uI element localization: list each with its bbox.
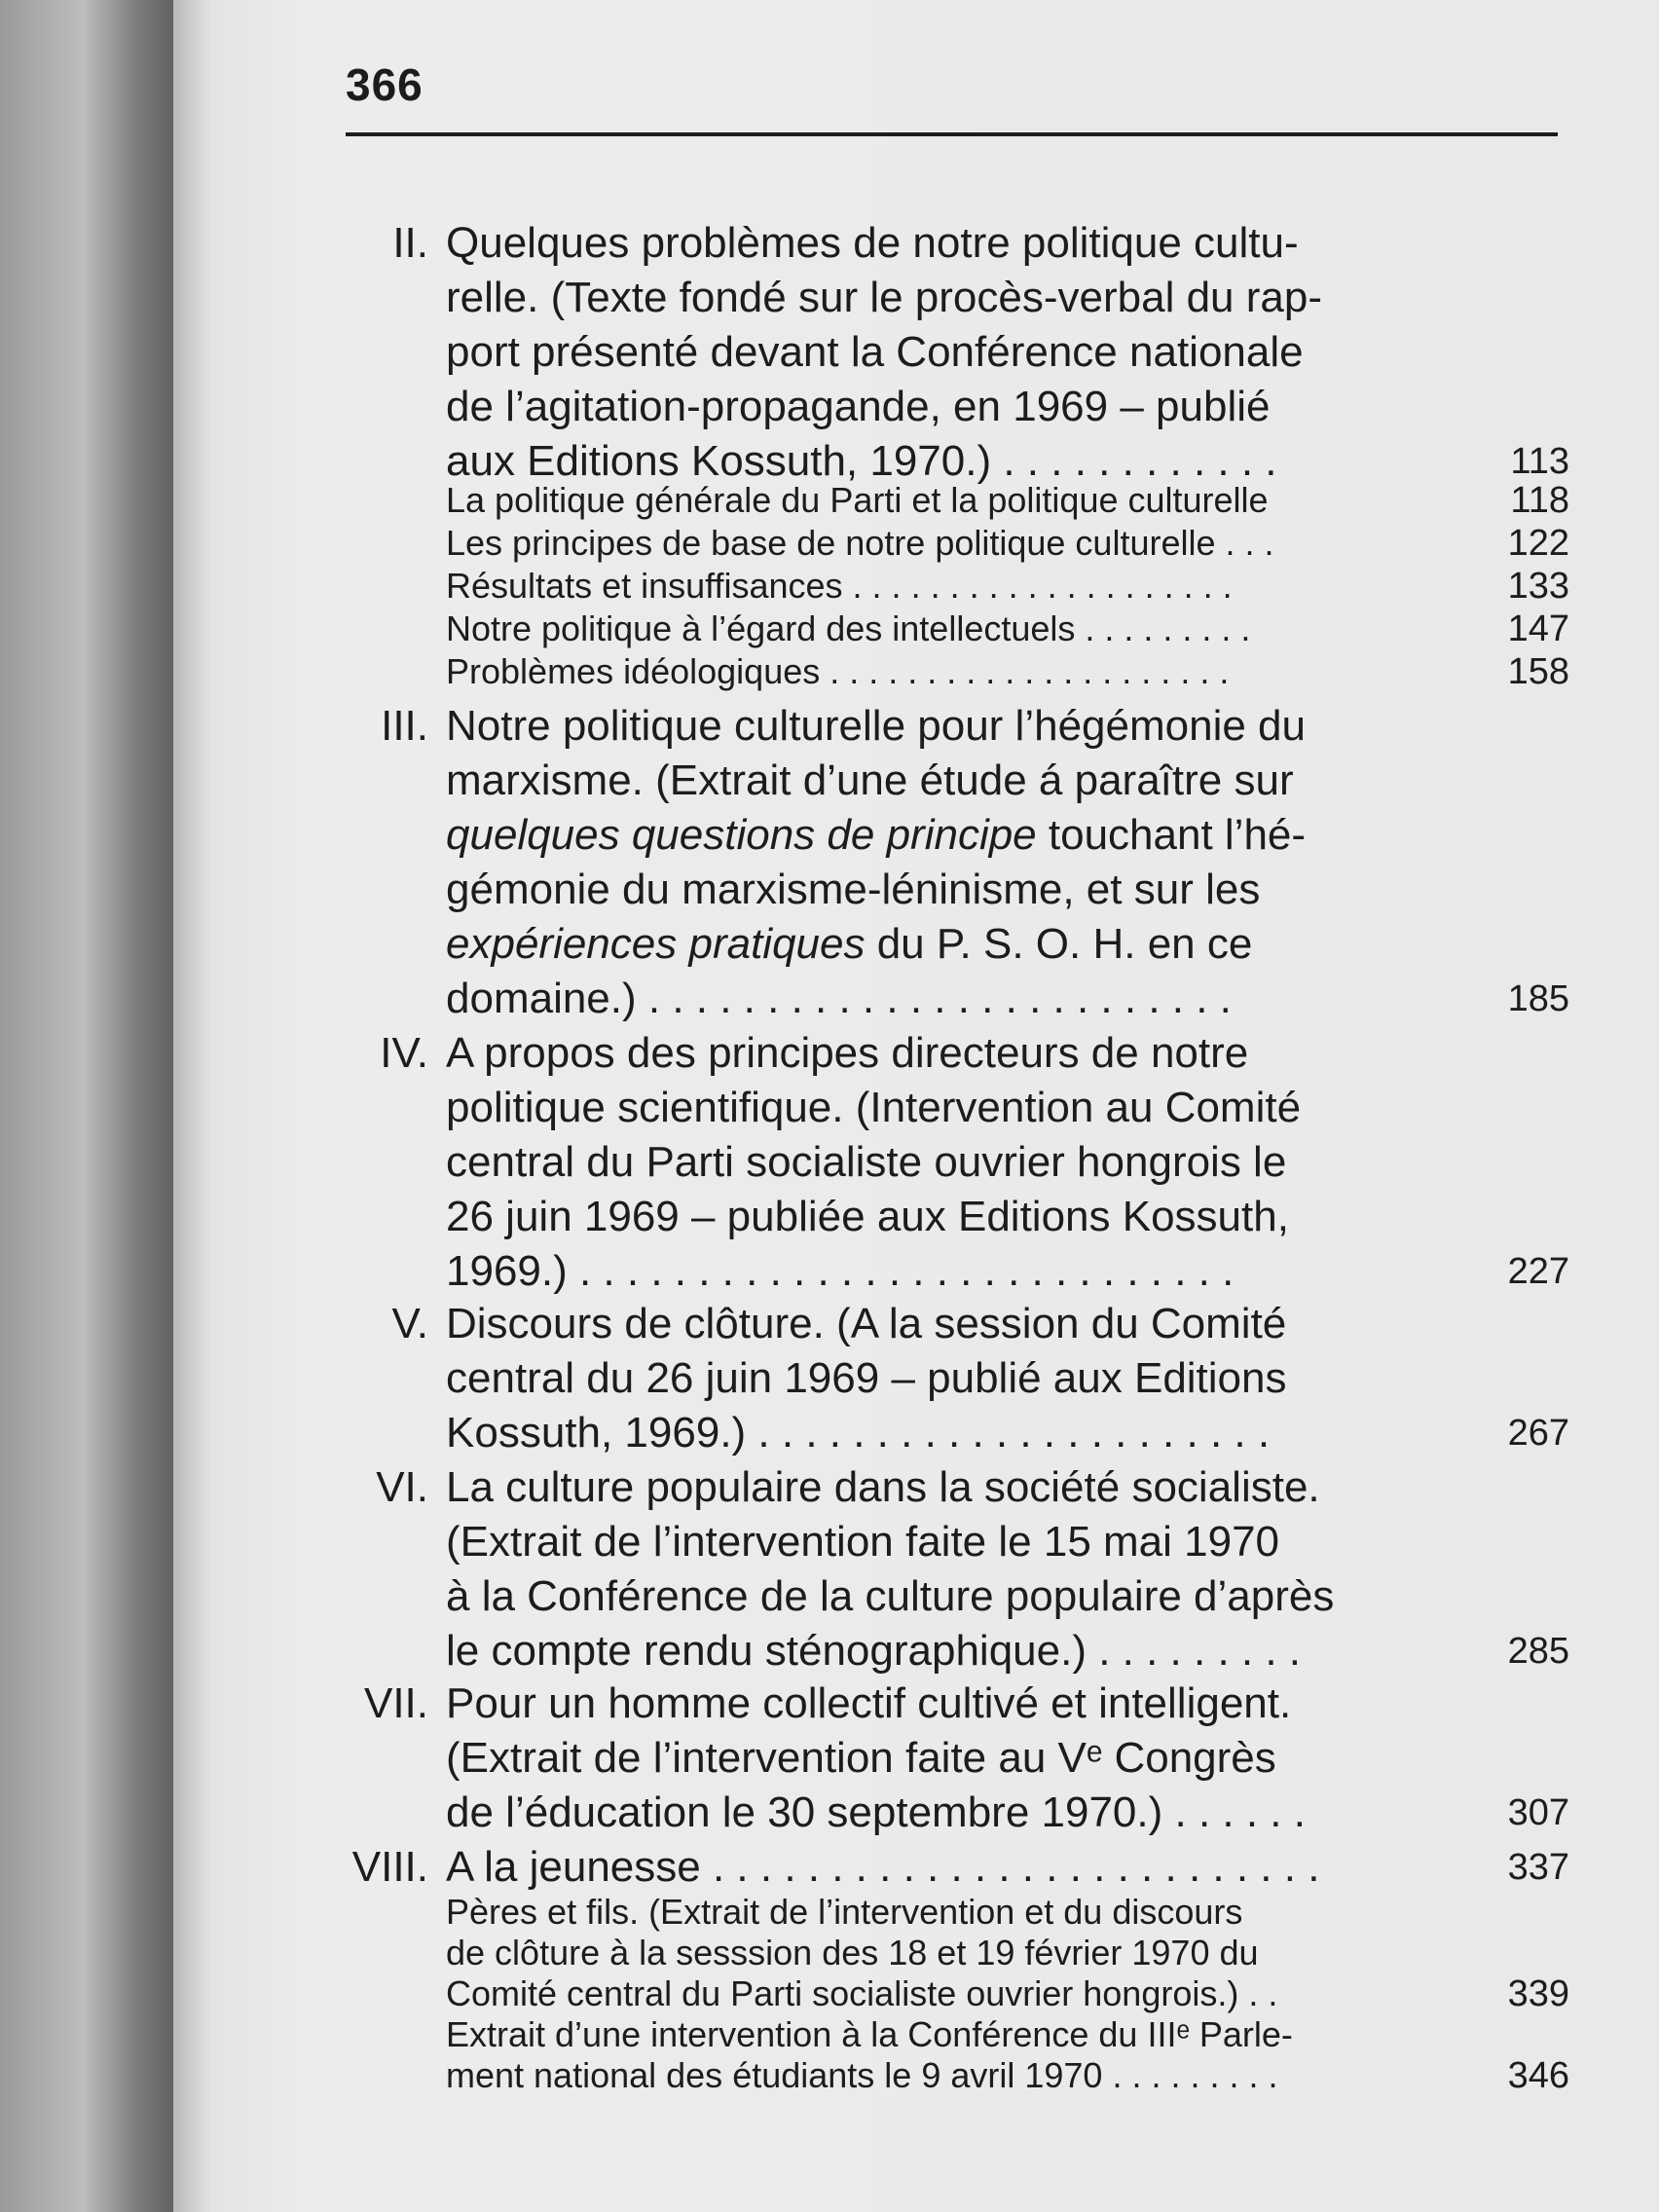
entry-page-number: 337 (1507, 1847, 1569, 1888)
page-number: 366 (346, 59, 424, 110)
italic-phrase: expériences pratiques (446, 920, 866, 968)
entry-line: Notre politique culturelle pour l’hégémonie du (446, 702, 1306, 750)
entry-page-number: 307 (1507, 1792, 1569, 1833)
toc-subentry: Extrait d’une intervention à la Conférence du IIIᵉ Parle- (446, 2014, 1293, 2054)
entry-line: central du 26 juin 1969 – publié aux Editions (446, 1354, 1287, 1402)
subentry-page-number: 122 (1507, 523, 1569, 564)
entry-line: expériences pratiques du P. S. O. H. en ce (446, 920, 1253, 968)
entry-line: aux Editions Kossuth, 1970.) . . . . . . . . . . . . (446, 437, 1277, 485)
subentry-page-number: 346 (1507, 2055, 1569, 2096)
entry-title (446, 1460, 1451, 1678)
entry-title (446, 699, 1451, 1026)
entry-line: domaine.) . . . . . . . . . . . . . . . . . . . . . . . . . (446, 975, 1232, 1022)
entry-line: Discours de clôture. (A la session du Comité (446, 1300, 1287, 1347)
toc-subentry: Résultats et insuffisances . . . . . . . . . . . . . . . . . . . . (446, 566, 1233, 606)
entry-line: Pour un homme collectif cultivé et intelligent. (446, 1679, 1292, 1727)
entry-line: quelques questions de principe touchant l’hé- (446, 811, 1307, 859)
entry-page-number: 113 (1510, 441, 1569, 482)
entry-line: de l’agitation-propagande, en 1969 – publié (446, 383, 1271, 430)
toc-subentry: ment national des étudiants le 9 avril 1970 . . . . . . . . . (446, 2055, 1278, 2095)
entry-line: (Extrait de l’intervention faite au Vᵉ Congrès (446, 1734, 1276, 1782)
entry-line: La culture populaire dans la société socialiste. (446, 1463, 1320, 1511)
entry-numeral: IV. (380, 1029, 428, 1077)
entry-title (446, 1026, 1451, 1299)
entry-numeral: III. (381, 702, 428, 750)
entry-line: Kossuth, 1969.) . . . . . . . . . . . . . . . . . . . . . . (446, 1409, 1271, 1456)
entry-numeral: VIII. (351, 1843, 428, 1891)
subentry-page-number: 158 (1507, 651, 1569, 692)
toc-subentry: Comité central du Parti socialiste ouvrier hongrois.) . . (446, 1973, 1278, 2013)
entry-line: 1969.) . . . . . . . . . . . . . . . . . . . . . . . . . . . . (446, 1247, 1235, 1295)
entry-line: A propos des principes directeurs de notre (446, 1029, 1249, 1077)
entry-line: central du Parti socialiste ouvrier hongrois le (446, 1138, 1287, 1186)
entry-line: le compte rendu sténographique.) . . . . . . . . . (446, 1627, 1302, 1675)
entry-line: A la jeunesse . . . . . . . . . . . . . . . . . . . . . . . . . . (446, 1843, 1320, 1891)
entry-line: 26 juin 1969 – publiée aux Editions Kossuth, (446, 1193, 1289, 1240)
entry-page-number: 285 (1507, 1631, 1569, 1672)
entry-page-number: 185 (1507, 978, 1569, 1019)
toc-subentry: La politique générale du Parti et la politique culturelle (446, 480, 1269, 520)
toc-subentry: Problèmes idéologiques . . . . . . . . . . . . . . . . . . . . . (446, 651, 1230, 691)
subentry-page-number: 133 (1507, 566, 1569, 607)
entry-title (446, 1677, 1451, 1840)
toc-subentry: Pères et fils. (Extrait de l’intervention et du discours (446, 1892, 1243, 1932)
subentry-page-number: 339 (1507, 1973, 1569, 2014)
entry-line: Quelques problèmes de notre politique cultu- (446, 219, 1299, 267)
entry-title (446, 216, 1451, 489)
entry-numeral: VI. (376, 1463, 428, 1511)
entry-line: gémonie du marxisme-léninisme, et sur les (446, 866, 1261, 913)
entry-page-number: 267 (1507, 1413, 1569, 1454)
entry-title (446, 1840, 1451, 1895)
entry-line: port présenté devant la Conférence nationale (446, 328, 1304, 376)
toc-subentry: Notre politique à l’égard des intellectuels . . . . . . . . . (446, 608, 1251, 648)
entry-page-number: 227 (1507, 1251, 1569, 1292)
entry-numeral: V. (391, 1300, 428, 1347)
toc-subentry: Les principes de base de notre politique culturelle . . . (446, 523, 1274, 563)
entry-line: marxisme. (Extrait d’une étude á paraître sur (446, 756, 1294, 804)
toc-subentry: de clôture à la sesssion des 18 et 19 février 1970 du (446, 1933, 1259, 1972)
subentry-page-number: 147 (1507, 608, 1569, 649)
entry-line: à la Conférence de la culture populaire d’après (446, 1572, 1335, 1620)
entry-numeral: VII. (363, 1679, 428, 1727)
entry-line: politique scientifique. (Intervention au Comité (446, 1084, 1302, 1131)
entry-line: (Extrait de l’intervention faite le 15 mai 1970 (446, 1518, 1280, 1566)
entry-title (446, 1297, 1451, 1460)
italic-phrase: quelques questions de principe (446, 811, 1037, 859)
entry-numeral: II. (392, 219, 428, 267)
subentry-page-number: 118 (1510, 480, 1569, 521)
header-rule (346, 132, 1558, 136)
entry-line: relle. (Texte fondé sur le procès-verbal du rap- (446, 274, 1322, 321)
entry-line: de l’éducation le 30 septembre 1970.) . . . . . . (446, 1788, 1306, 1836)
